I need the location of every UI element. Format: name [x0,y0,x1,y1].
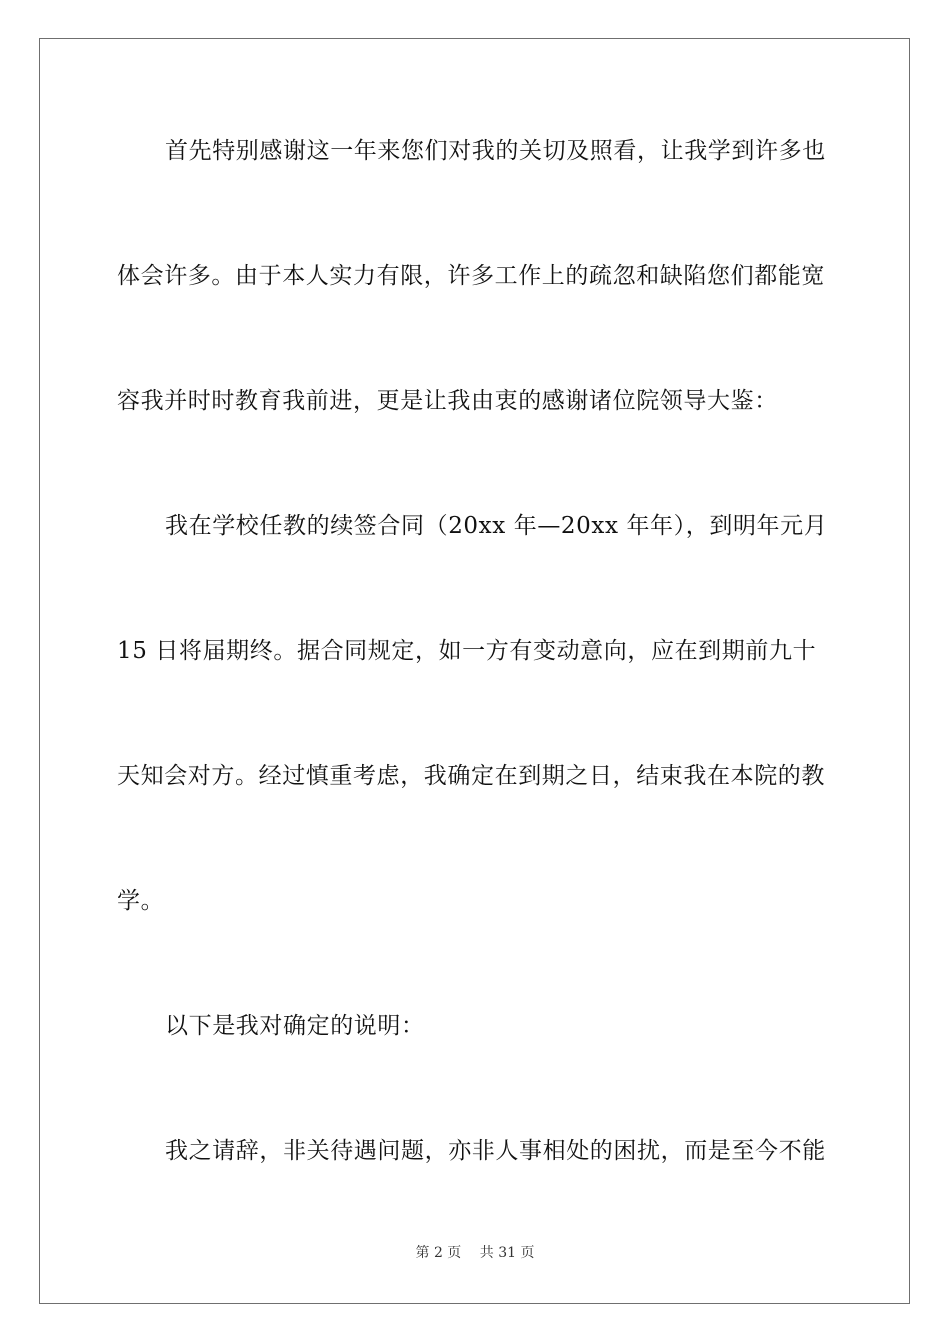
page-footer [0,1243,950,1263]
paragraph-2-line-1: 我在学校任教的续签合同（20xx 年—20xx 年年），到明年元月 [165,513,828,539]
current-page-number: 第 2 页 [415,1245,462,1261]
paragraph-3-line-1: 以下是我对确定的说明： [165,1013,425,1039]
document-body [117,128,835,1175]
paragraph-1-line-3: 容我并时时教育我前进，更是让我由衷的感谢诸位院领导大鉴： [117,388,778,414]
paragraph-1-line-1: 首先特别感谢这一年来您们对我的关切及照看，让我学到许多也 [165,138,826,164]
paragraph-2-line-2: 15 日将届期终。据合同规定，如一方有变动意向，应在到期前九十 [117,638,817,664]
paragraph-4-line-1: 我之请辞，非关待遇问题，亦非人事相处的困扰，而是至今不能 [165,1138,826,1164]
paragraph-2-line-4: 学。 [117,888,165,914]
total-page-count: 共 31 页 [479,1245,535,1261]
paragraph-1-line-2: 体会许多。由于本人实力有限，许多工作上的疏忽和缺陷您们都能宽 [117,263,825,289]
paragraph-2-line-3: 天知会对方。经过慎重考虑，我确定在到期之日，结束我在本院的教 [117,763,825,789]
